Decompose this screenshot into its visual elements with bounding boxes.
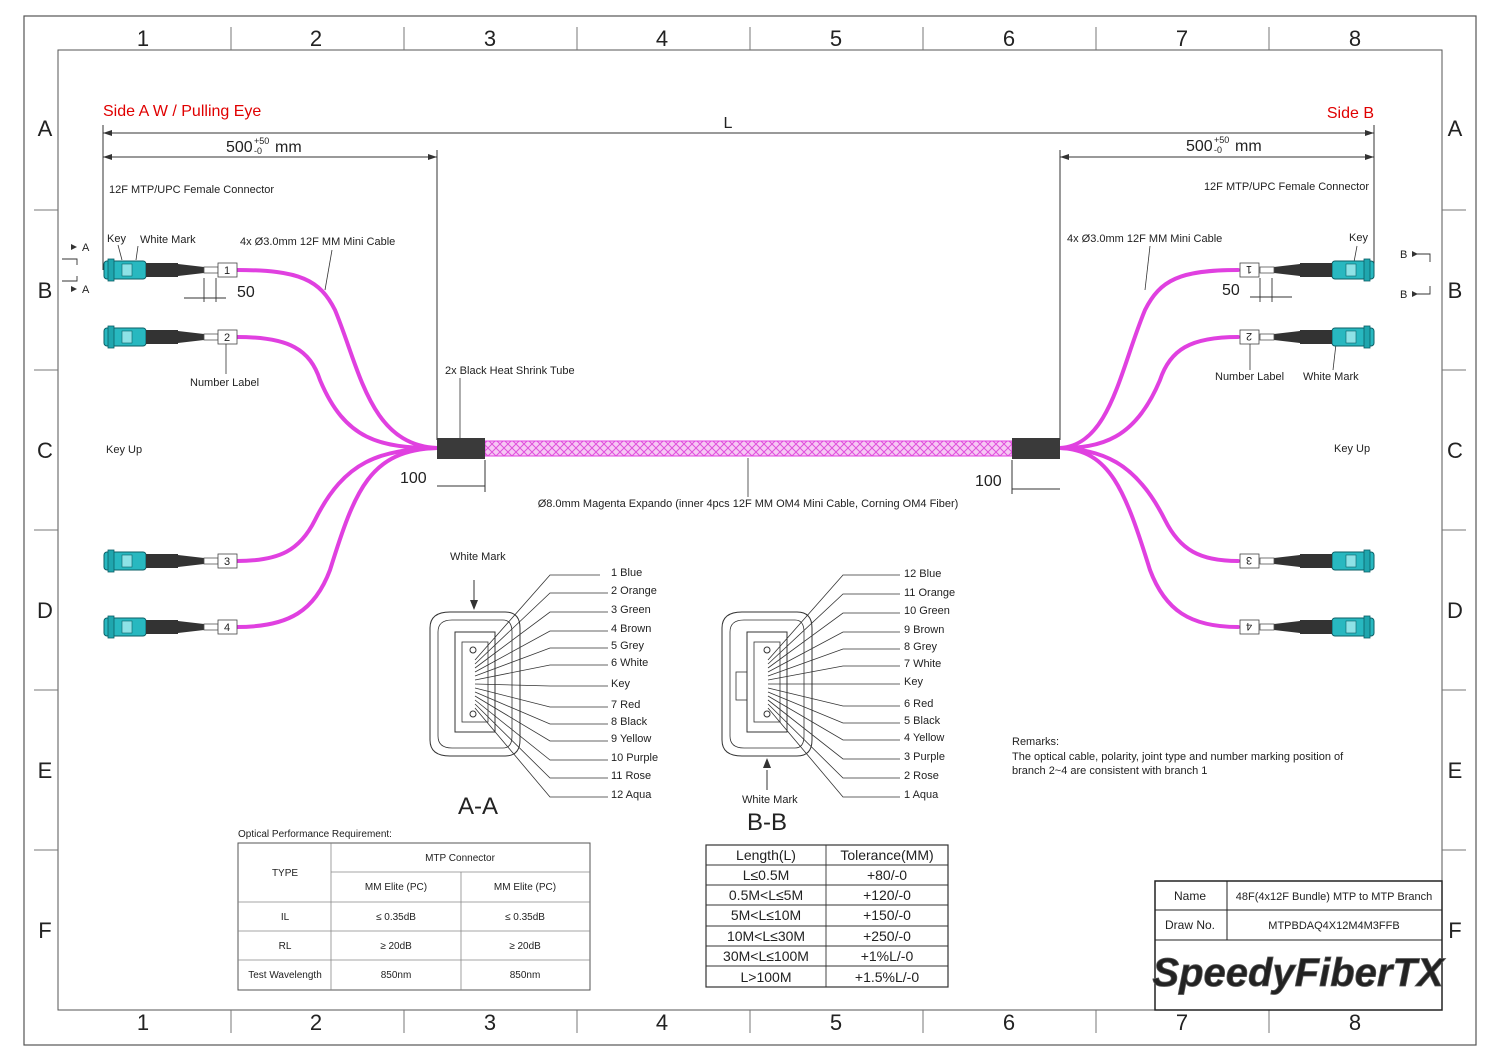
col-marker: 6 [1002, 26, 1016, 51]
unit-b: mm [1235, 138, 1262, 155]
col-marker: 1 [136, 1010, 150, 1035]
heat-shrink-tube-a [437, 438, 485, 459]
row-name: IL [280, 912, 290, 923]
tol-length: 5M<L≤10M [730, 907, 802, 923]
shrink-length-a: 100 [400, 470, 427, 487]
key-up-b: Key Up [1334, 443, 1371, 455]
row-name: RL [278, 941, 292, 952]
row-marker: C [37, 438, 53, 463]
col-marker: 4 [655, 1010, 669, 1035]
tol-length: 30M<L≤100M [723, 948, 809, 964]
col-marker: 2 [309, 1010, 323, 1035]
aa-fiber: 10 Purple [611, 752, 659, 764]
row-marker: D [37, 598, 53, 623]
key-label-a: Key [107, 233, 126, 245]
col-marker: 6 [1002, 1010, 1016, 1035]
white-mark-label-a: White Mark [140, 234, 196, 246]
bb-white-mark: White Mark [742, 794, 798, 806]
bb-fiber: 6 Red [904, 698, 934, 710]
col-marker: 3 [483, 26, 497, 51]
col-marker: 5 [829, 26, 843, 51]
leg-number: 3 [223, 556, 231, 568]
tol-length: 10M<L≤30M [726, 928, 806, 944]
side-b-title: Side B [1326, 105, 1374, 122]
section-a-marker-bottom: A [82, 284, 90, 296]
leg-gap-dimensions [184, 278, 1292, 302]
tol-plus-b: +50 [1214, 135, 1230, 145]
draw-no-value: MTPBDAQ4X12M4M3FFB [1268, 920, 1400, 932]
company-logo: SpeedyFiberTX [1152, 951, 1444, 995]
bb-fiber: 2 Rose [904, 770, 939, 782]
aa-white-mark: White Mark [450, 551, 506, 563]
aa-fiber: 9 Yellow [611, 733, 652, 745]
tol-value: +250/-0 [863, 928, 911, 944]
col-marker: 4 [655, 26, 669, 51]
tol-length: L≤0.5M [742, 867, 790, 883]
leg-number: 1 [223, 265, 231, 277]
col-marker: 8 [1348, 26, 1362, 51]
col-marker: 7 [1175, 26, 1189, 51]
leg-number: 1 [1245, 263, 1253, 275]
leg-number: 3 [1245, 554, 1253, 566]
tol-value: +120/-0 [863, 887, 911, 903]
breakout-length-a: 500 [226, 139, 253, 156]
breakout-length-b: 500 [1186, 138, 1213, 155]
leg-number: 4 [223, 622, 231, 634]
tol-value: +150/-0 [863, 907, 911, 923]
tol-value: +1.5%L/-0 [854, 969, 920, 985]
connector-label-a: 12F MTP/UPC Female Connector [109, 184, 275, 196]
title-block [1152, 881, 1446, 1010]
name-value: 48F(4x12F Bundle) MTP to MTP Branch [1235, 891, 1433, 903]
section-bb [722, 568, 955, 836]
row-value: ≤ 0.35dB [505, 912, 545, 923]
connector-a-3 [104, 550, 218, 572]
section-b-marker-top: B [1400, 249, 1408, 261]
tol-minus-b: -0 [1214, 145, 1223, 155]
breakout-legs-a [237, 270, 437, 627]
col-marker: 5 [829, 1010, 843, 1035]
tol-header-length: Length(L) [736, 847, 796, 863]
connector-a-4 [104, 616, 218, 638]
tol-length: 0.5M<L≤5M [728, 887, 804, 903]
row-marker: F [38, 918, 52, 943]
row-marker: A [1447, 116, 1463, 141]
col-marker: 7 [1175, 1010, 1189, 1035]
trunk-expando [485, 441, 1012, 456]
row-value: 850nm [509, 970, 541, 981]
remarks-line-1: The optical cable, polarity, joint type and number marking position of [1012, 751, 1344, 763]
aa-fiber: 11 Rose [611, 770, 652, 782]
aa-fiber: 6 White [611, 657, 649, 669]
number-label-a: Number Label [190, 377, 260, 389]
col-marker: 8 [1348, 1010, 1362, 1035]
aa-fiber: 3 Green [611, 604, 651, 616]
row-marker: B [37, 278, 53, 303]
aa-fiber: 5 Grey [611, 640, 645, 652]
key-label-b: Key [1349, 232, 1368, 244]
tol-plus-a: +50 [254, 136, 270, 146]
row-marker: E [1447, 758, 1463, 783]
leg-gap-a: 50 [237, 284, 255, 301]
tol-minus-a: -0 [254, 146, 263, 156]
bb-fiber: Key [904, 676, 923, 688]
bb-fiber: 9 Brown [904, 624, 945, 636]
number-label-b: Number Label [1215, 371, 1285, 383]
bb-fiber: 4 Yellow [904, 732, 945, 744]
aa-fiber: 4 Brown [611, 623, 652, 635]
unit-a: mm [275, 139, 302, 156]
mini-cable-label-a: 4x Ø3.0mm 12F MM Mini Cable [240, 236, 396, 248]
row-marker: C [1447, 438, 1463, 463]
col-marker: 2 [309, 26, 323, 51]
bb-fiber: 3 Purple [904, 751, 945, 763]
bb-title: B-B [746, 809, 788, 836]
col-marker: 3 [483, 1010, 497, 1035]
bb-fiber: 11 Orange [904, 587, 956, 599]
aa-fiber: Key [611, 678, 630, 690]
heat-shrink-tube-b [1012, 438, 1060, 459]
row-value: 850nm [380, 970, 412, 981]
group-header: MTP Connector [425, 853, 495, 864]
bb-fiber: 12 Blue [904, 568, 942, 580]
type-header: TYPE [271, 868, 299, 879]
row-marker: A [37, 116, 53, 141]
row-marker: D [1447, 598, 1463, 623]
remarks-line-2: branch 2~4 are consistent with branch 1 [1012, 765, 1208, 777]
connector-a-2 [104, 326, 218, 348]
section-b-marker-bottom: B [1400, 289, 1408, 301]
bb-fiber: 8 Grey [904, 641, 938, 653]
bb-fiber: 7 White [904, 658, 942, 670]
leg-number: 2 [223, 332, 231, 344]
length-dimension [103, 125, 1374, 440]
bb-fiber: 1 Aqua [904, 789, 939, 801]
row-marker: E [37, 758, 53, 783]
row-marker: B [1447, 278, 1463, 303]
shrink-tube-label: 2x Black Heat Shrink Tube [445, 365, 575, 377]
leg-number: 2 [1245, 330, 1253, 342]
row-value: ≥ 20dB [509, 941, 541, 952]
tolerance-table [706, 845, 948, 987]
length-label: L [723, 115, 733, 132]
aa-fiber: 2 Orange [611, 585, 657, 597]
section-aa [430, 551, 658, 820]
aa-fiber: 8 Black [611, 716, 648, 728]
mini-cable-label-b: 4x Ø3.0mm 12F MM Mini Cable [1067, 233, 1223, 245]
aa-title: A-A [457, 793, 499, 820]
tol-value: +1%L/-0 [860, 948, 914, 964]
col-a-header: MM Elite (PC) [364, 882, 428, 893]
white-mark-label-b: White Mark [1303, 371, 1359, 383]
leg-gap-b: 50 [1222, 282, 1240, 299]
col-b-header: MM Elite (PC) [493, 882, 557, 893]
trunk-description: Ø8.0mm Magenta Expando (inner 4pcs 12F MM OM4 Mini Cable, Corning OM4 Fiber) [537, 498, 959, 510]
breakout-legs-b [1060, 270, 1238, 627]
side-a-title: Side A W / Pulling Eye [103, 103, 262, 120]
key-up-a: Key Up [106, 444, 143, 456]
aa-fiber: 1 Blue [611, 567, 643, 579]
leg-labels-b [1240, 263, 1259, 634]
row-name: Test Wavelength [248, 970, 322, 981]
leg-labels-a [218, 263, 237, 634]
performance-table [238, 829, 590, 990]
tol-value: +80/-0 [866, 867, 908, 883]
connector-label-b: 12F MTP/UPC Female Connector [1203, 181, 1369, 193]
section-a-marker-top: A [82, 242, 90, 254]
shrink-length-b: 100 [975, 473, 1002, 490]
leg-number: 4 [1245, 620, 1253, 632]
aa-fiber: 12 Aqua [611, 789, 652, 801]
bb-fiber: 5 Black [904, 715, 941, 727]
row-marker: F [1448, 918, 1462, 943]
aa-fiber: 7 Red [611, 699, 641, 711]
name-label: Name [1173, 889, 1207, 903]
tol-header-tolerance: Tolerance(MM) [840, 847, 934, 863]
col-marker: 1 [136, 26, 150, 51]
shrink-dimensions [437, 460, 1060, 494]
connector-a-1 [104, 259, 218, 281]
row-value: ≤ 0.35dB [376, 912, 416, 923]
tol-length: L>100M [740, 969, 792, 985]
row-value: ≥ 20dB [380, 941, 412, 952]
performance-caption: Optical Performance Requirement: [238, 829, 392, 840]
draw-no-label: Draw No. [1164, 918, 1216, 932]
bb-fiber: 10 Green [904, 605, 950, 617]
remarks-title: Remarks: [1012, 736, 1060, 748]
